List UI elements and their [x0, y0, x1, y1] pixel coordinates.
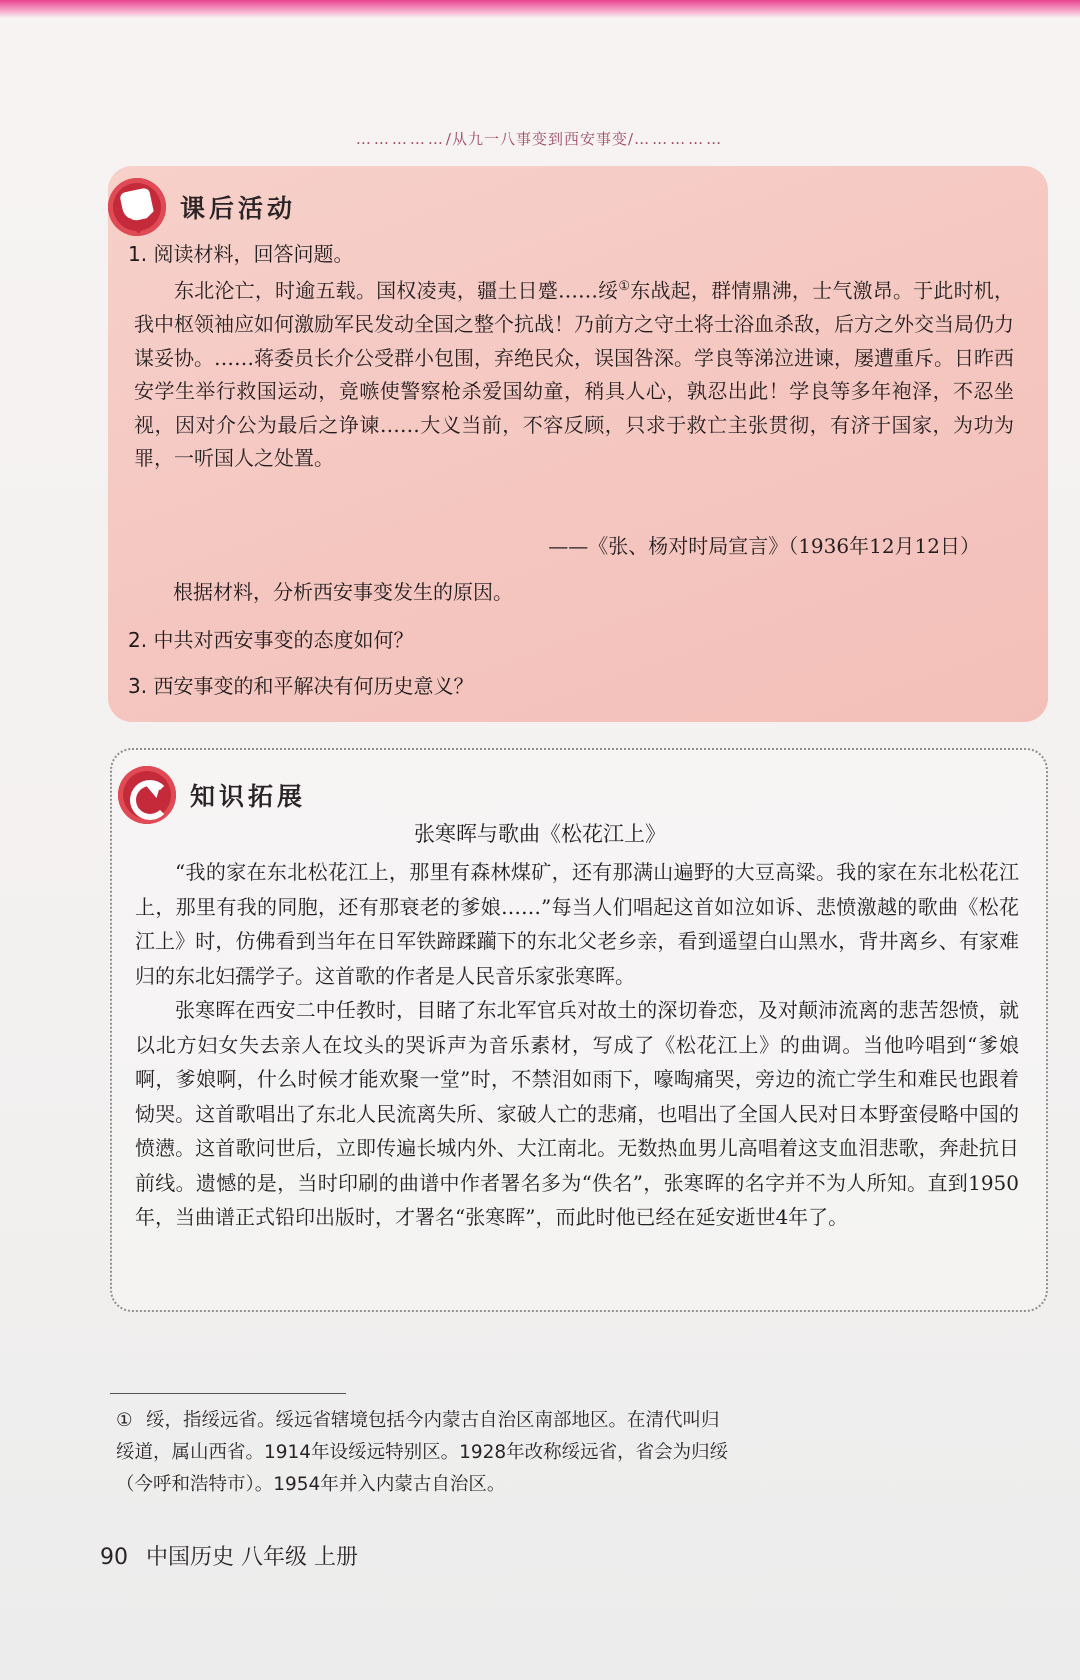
footnote-rule	[110, 1393, 346, 1394]
footnote	[116, 1405, 736, 1501]
knowledge-paragraph-2: 张寒晖在西安二中任教时，目睹了东北军官兵对故土的深切眷恋，及对颠沛流离的悲苦怨愤，就以北方妇女失去亲人在坟头的哭诉声为音乐素材，写成了《松花江上》的曲调。当他吟唱到“爹娘啊，爹娘啊，什么时候才能欢聚一堂”时，不禁泪如雨下，嚎啕痛哭，旁边的流亡学生和难民也跟着恸哭。这首歌唱出了东北人民流离失所、家破人亡的悲痛，也唱出了全国人民对日本野蛮侵略中国的愤懑。这首歌问世后，立即传遍长城内外、大江南北。无数热血男儿高唱着这支血泪悲歌，奔赴抗日前线。遗憾的是，当时印刷的曲谱中作者署名多为“佚名”，张寒晖的名字并不为人所知。直到1950年，当曲谱正式铅印出版时，才署名“张寒晖”，而此时他已经在延安逝世4年了。	[135, 998, 1019, 1229]
pencil-check-icon	[108, 178, 166, 236]
activity-heading	[108, 178, 296, 236]
header-title: /从九一八事变到西安事变/	[445, 130, 635, 148]
page-footer	[100, 1540, 358, 1571]
question-1-task: 根据材料，分析西安事变发生的原因。	[173, 580, 513, 604]
material-source: ——《张、杨对时局宣言》（1936年12月12日）	[548, 534, 980, 558]
running-header	[0, 128, 1080, 149]
header-dots-right: ……………	[634, 130, 725, 148]
question-3: 3. 西安事变的和平解决有何历史意义？	[128, 674, 474, 698]
knowledge-title: 知识拓展	[190, 782, 307, 811]
book-title: 中国历史 八年级 上册	[146, 1545, 358, 1570]
reading-material: 东北沦亡，时逾五载。国权凌夷，疆土日蹙……绥①东战起，群情鼎沸，士气激昂。于此时机，我中枢领袖应如何激励军民发动全国之整个抗战！乃前方之守土将士浴血杀敌，后方之外交当局仍力谋妥协。……蒋委员长介公受群小包围，弃绝民众，误国咎深。学良等涕泣进谏，屡遭重斥。日昨西安学生举行救国运动，竟嗾使警察枪杀爱国幼童，稍具人心，孰忍出此！学良等多年袍泽，不忍坐视，因对介公为最后之诤谏……大义当前，不容反顾，只求于救亡主张贯彻，有济于国家，为功为罪，一听国人之处置。	[134, 278, 1015, 471]
footnote-mark: ①	[116, 1410, 133, 1431]
knowledge-paragraph-1: “我的家在东北松花江上，那里有森林煤矿，还有那满山遍野的大豆高粱。我的家在东北松花江上，那里有我的同胞，还有那衰老的爹娘……”每当人们唱起这首如泣如诉、悲愤激越的歌曲《松花江上》时，仿佛看到当年在日军铁蹄蹂躏下的东北父老乡亲，看到遥望白山黑水，背井离乡、有家难归的东北妇孺学子。这首歌的作者是人民音乐家张寒晖。	[135, 860, 1019, 988]
page-number: 90	[100, 1545, 128, 1570]
refresh-arrow-icon	[118, 766, 176, 824]
activity-title: 课后活动	[180, 194, 297, 223]
top-color-band	[0, 0, 1080, 18]
header-dots-left: ……………	[355, 130, 446, 148]
footnote-text: 绥，指绥远省。绥远省辖境包括今内蒙古自治区南部地区。在清代叫归绥道，属山西省。1914年设绥远特别区。1928年改称绥远省，省会为归绥（今呼和浩特市）。1954年并入内蒙古自治区。	[116, 1410, 729, 1495]
knowledge-heading	[118, 766, 306, 824]
knowledge-body	[135, 855, 1019, 1235]
question-2: 2. 中共对西安事变的态度如何？	[128, 628, 414, 652]
question-1-label: 1. 阅读材料，回答问题。	[128, 242, 354, 266]
knowledge-subtitle: 张寒晖与歌曲《松花江上》	[414, 822, 666, 846]
footnote-marker: ①	[618, 279, 631, 294]
